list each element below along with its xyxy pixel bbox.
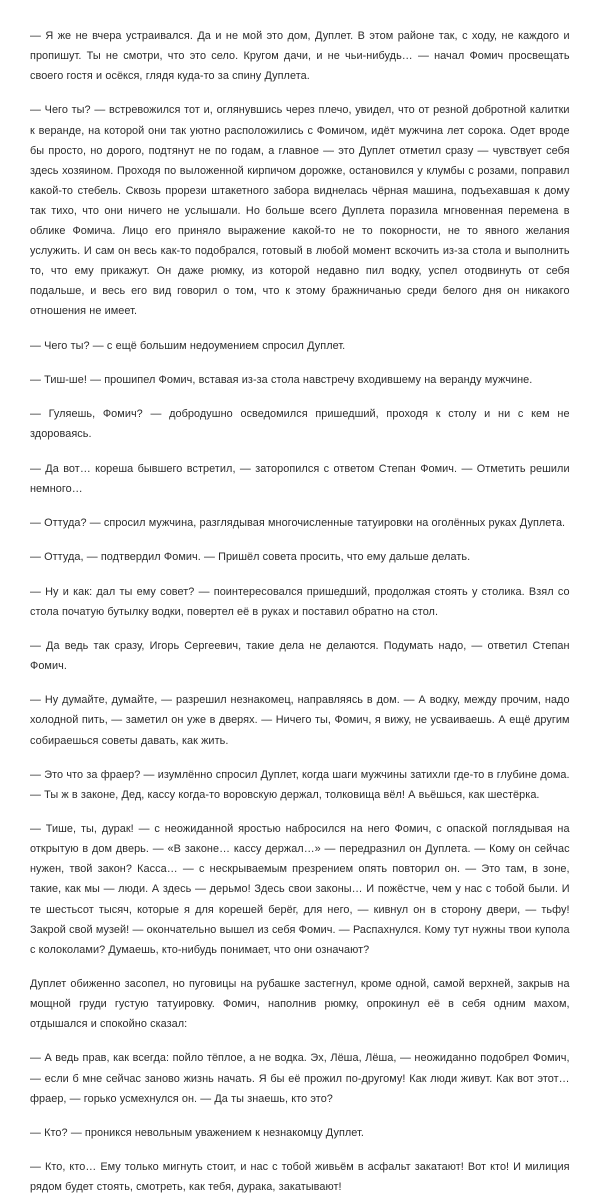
paragraph: — Чего ты? — с ещё большим недоумением спросил Дуплет. [30,339,346,352]
paragraph: — Я же не вчера устраивался. Да и не мой это дом, Дуплет. В этом районе так, с ходу, не каждого и пропишут. Ты не смотри, что это село. Кругом дачи, и не чьи-нибудь… — начал Фомич просвещать своего гостя и осёкся, глядя куда-то за спину Дуплета. [30,30,570,83]
paragraph: — Да ведь так сразу, Игорь Сергеевич, такие дела не делаются. Подумать надо, — ответил Степан Фомич. [30,639,570,673]
paragraph: — Тиш-ше! — прошипел Фомич, вставая из-за стола навстречу входившему на веранду мужчине. [30,373,533,386]
paragraph: — Кто, кто… Ему только мигнуть стоит, и нас с тобой живьём в асфальт закатают! Вот кто! И милиция рядом будет стоять, смотреть, как тебя, дурака, закатывают! [30,1161,570,1194]
paragraph: — Ну думайте, думайте, — разрешил незнакомец, направляясь в дом. — А водку, между прочим, надо холодной пить, — заметил он уже в дверях. — Ничего ты, Фомич, я вижу, не усваиваешь. А ещё другим собираешься советы давать, как жить. [30,694,570,747]
paragraph: — Оттуда? — спросил мужчина, разглядывая многочисленные татуировки на оголённых руках Дуплета. [30,517,566,529]
paragraph: — Ну и как: дал ты ему совет? — поинтересовался пришедший, продолжая стоять у столика. Взял со стола початую бутылку водки, повертел её в руках и поставил обратно на стол. [30,585,570,618]
body-text-column [30,26,570,1197]
paragraph: — А ведь прав, как всегда: пойло тёплое, а не водка. Эх, Лёша, Лёша, — неожиданно подобрел Фомич, — если б мне сейчас заново жизнь начать. Я бы её прожил по-другому! Как люди живут. Как вот этот… фраер, — горько усмехнулся он. — Да ты знаешь, кто это? [30,1052,570,1105]
paragraph: — Да вот… кореша бывшего встретил, — заторопился с ответом Степан Фомич. — Отметить решили немного… [30,462,570,495]
paragraph: — Гуляешь, Фомич? — добродушно осведомился пришедший, проходя к столу и ни с кем не здороваясь. [30,408,570,441]
paragraph: — Тише, ты, дурак! — с неожиданной яростью набросился на него Фомич, с опаской поглядывая на открытую в дом дверь. — «В законе… кассу держал…» — передразнил он Дуплета. — Кому он сейчас нужен, твой закон? Касса… — с нескрываемым презрением опять повторил он. — Это там, в зоне, такие, как мы — люди. А здесь — дерьмо! Здесь свои законы… И пожёстче, чем у нас с тобой были. И те шестьсот тысяч, которые я для корешей берёг, для него, — кивнул он в сторону двери, — тьфу! Закрой свой музей! — окончательно вышел из себя Фомич. — Распахнулся. Кому тут нужны твои купола с колоколами? Думаешь, кто-нибудь понимает, что они означают? [30,823,570,956]
paragraph: Дуплет обиженно засопел, но пуговицы на рубашке застегнул, кроме одной, самой верхней, закрыв на мощной груди густую татуировку. Фомич, наполнив рюмку, опрокинул её в себя одним махом, отдышался и спокойно сказал: [30,978,570,1031]
paragraph: — Это что за фраер? — изумлённо спросил Дуплет, когда шаги мужчины затихли где-то в глубине дома. — Ты ж в законе, Дед, кассу когда-то воровскую держал, толковища вёл! А вьёшься, как шестёрка. [30,768,570,801]
paragraph: — Чего ты? — встревожился тот и, оглянувшись через плечо, увидел, что от резной добротной калитки к веранде, на которой они так уютно расположились с Фомичом, идёт мужчина лет сорока. Одет вроде бы просто, но дорого, подтянут не по годам, а главное — это Дуплет отметил сразу — чувствует себя здесь хозяином. Проходя по выложенной кирпичом дорожке, остановился у клумбы с розами, поправил какой-то стебель. Сквозь прорези штакетного забора виднелась чёрная машина, подъехавшая к дому так тихо, что они ничего не услышали. Но больше всего Дуплета поразила мгновенная перемена в облике Фомича. Лицо его приняло выражение какой-то не то покорности, не то явного желания услужить. И сам он весь как-то подобрался, готовый в любой момент вскочить из-за стола и выполнить то, что ему прикажут. Он даже рюмку, из которой недавно пил водку, успел отодвинуть от себя подальше, и весь его вид говорил о том, что к этому бражничанью среди белого дня он никакого отношения не имеет. [30,104,570,318]
paragraph: — Кто? — проникся невольным уважением к незнакомцу Дуплет. [30,1126,364,1139]
paragraph: — Оттуда, — подтвердил Фомич. — Пришёл совета просить, что ему дальше делать. [30,551,471,564]
